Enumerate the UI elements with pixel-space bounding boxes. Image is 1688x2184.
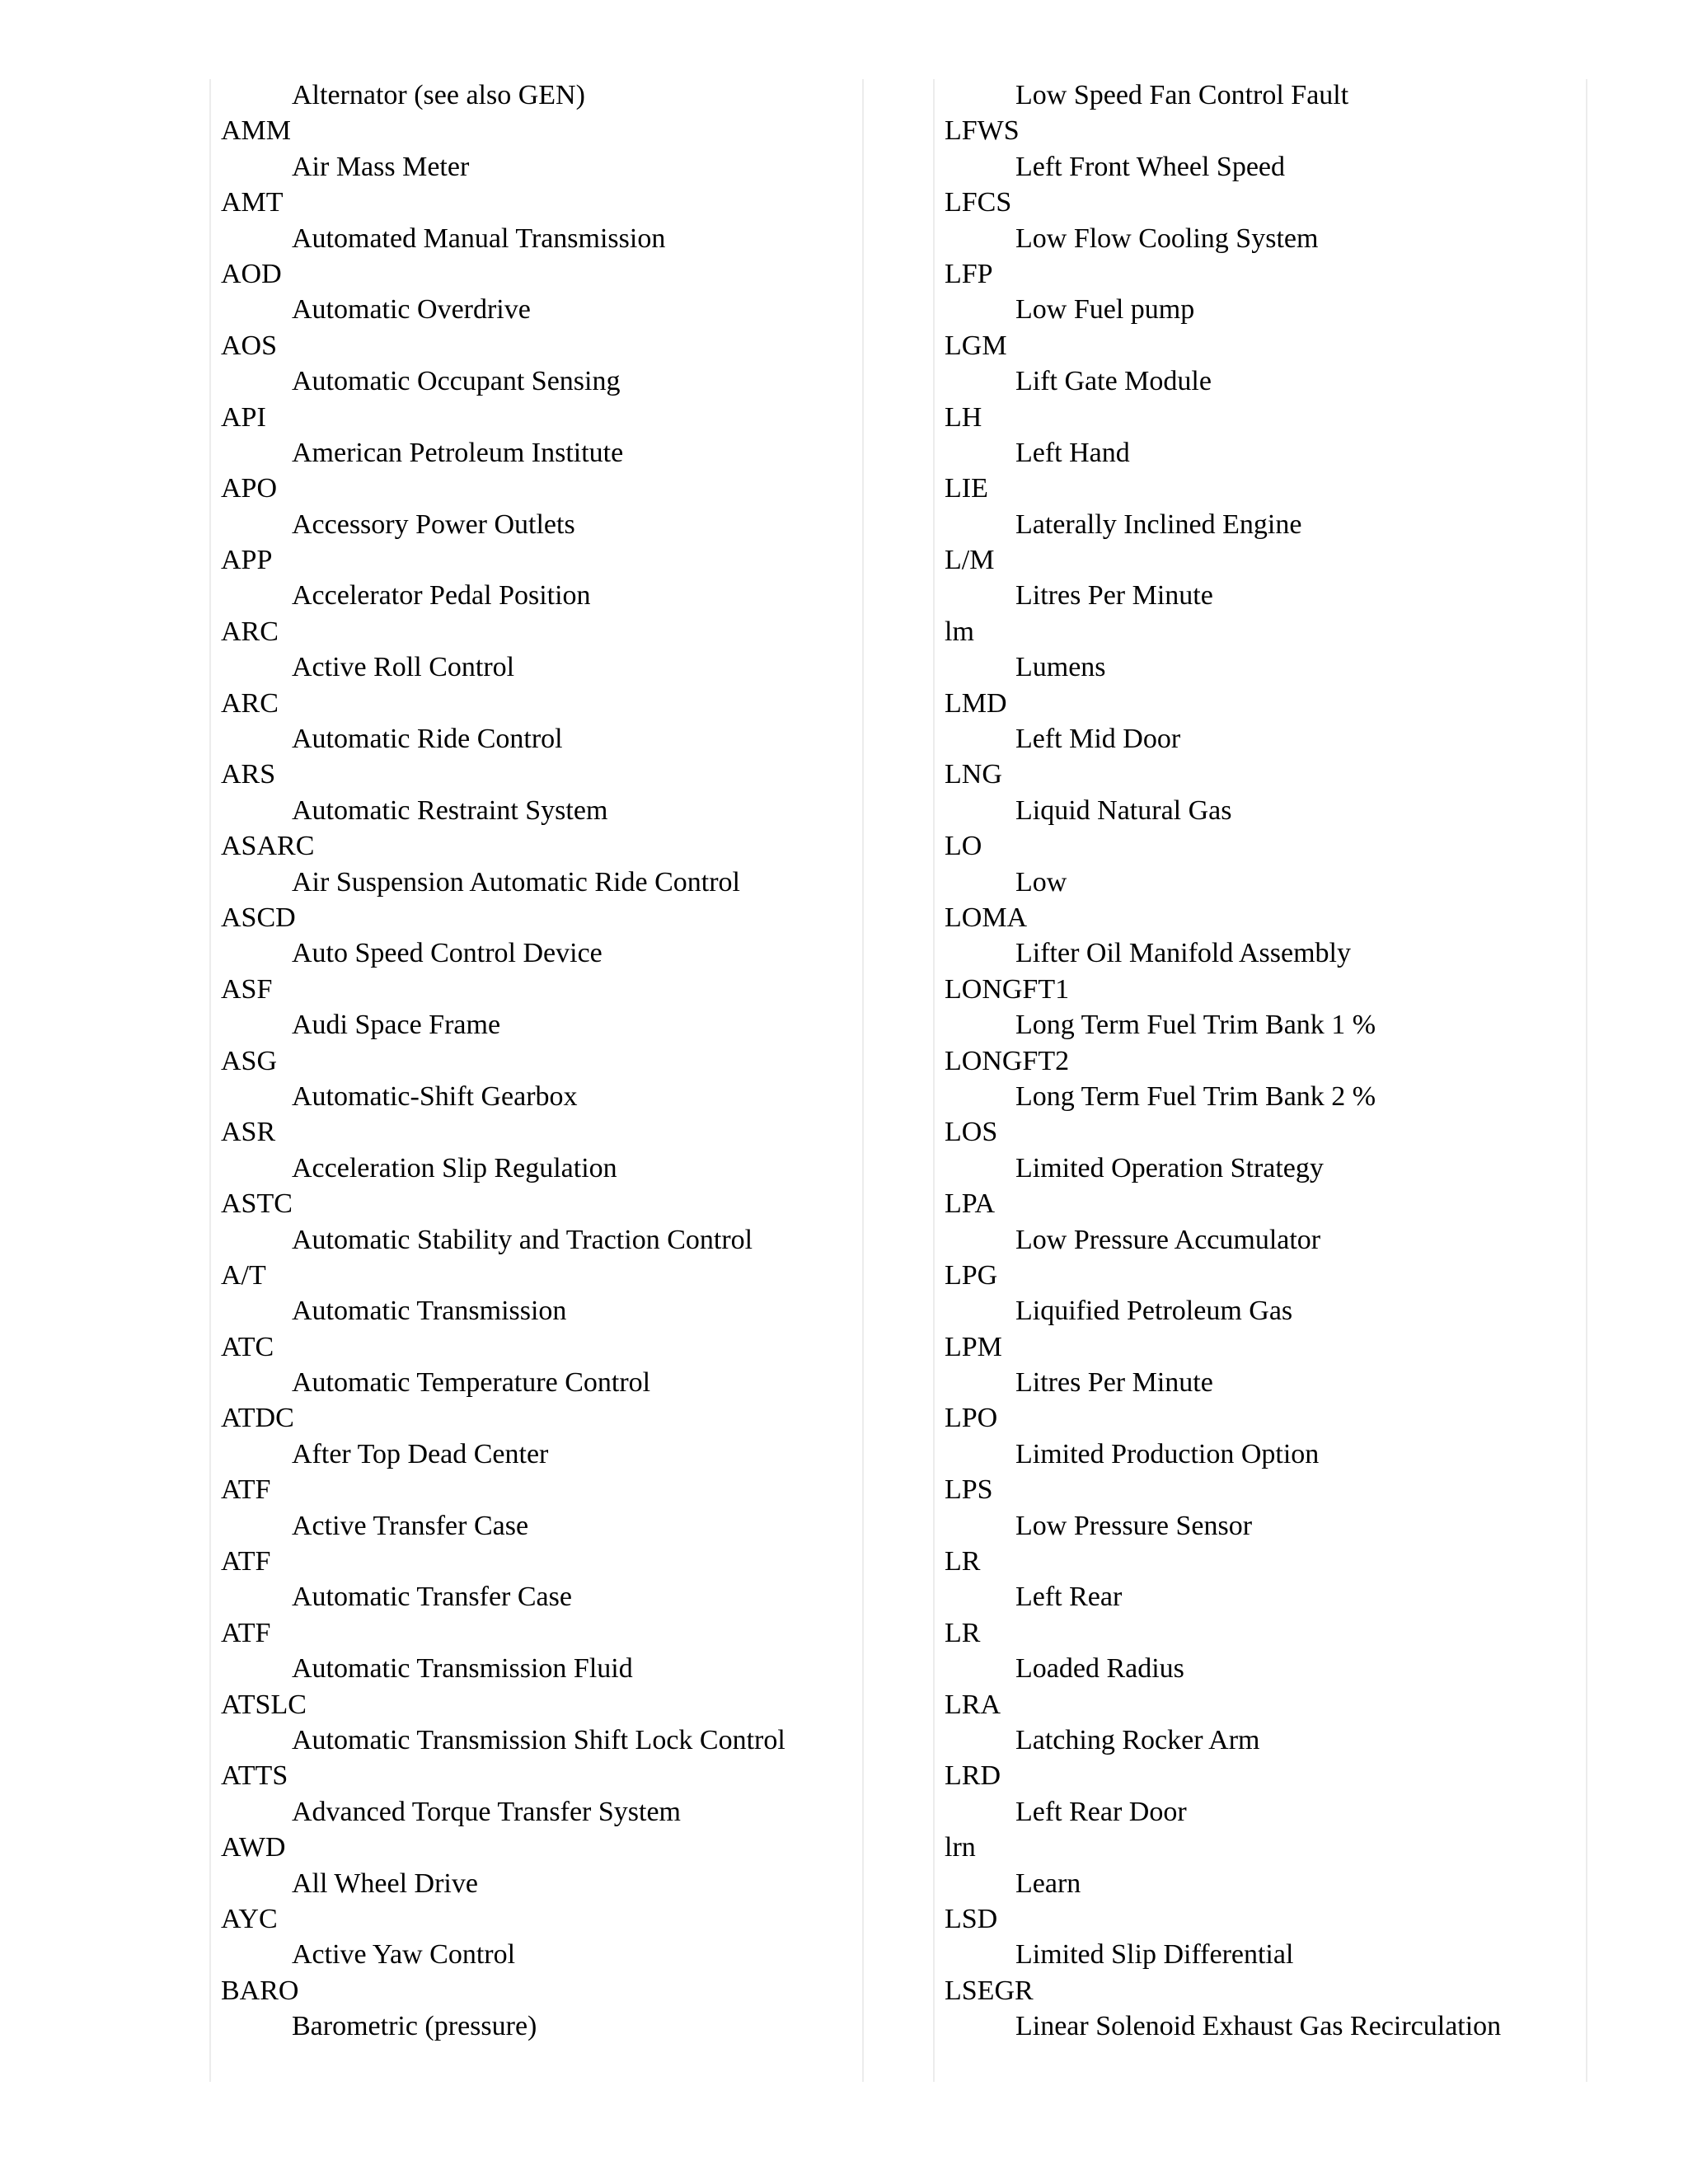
- abbreviation: L/M: [945, 545, 995, 576]
- abbreviation: ARC: [221, 616, 279, 647]
- right-column: [933, 79, 1584, 2082]
- abbreviation: LIE: [945, 473, 988, 504]
- abbreviation: LSEGR: [945, 1975, 1034, 2006]
- abbreviation: LOMA: [945, 902, 1028, 933]
- abbreviation: LONGFT2: [945, 1045, 1070, 1076]
- definition: Automatic Restraint System: [292, 794, 608, 826]
- abbreviation: ATTS: [221, 1760, 288, 1792]
- definition: Loaded Radius: [1015, 1653, 1184, 1685]
- abbreviation: LFCS: [945, 187, 1012, 218]
- abbreviation: ATF: [221, 1546, 271, 1577]
- definition: Automatic Stability and Traction Control: [292, 1224, 753, 1255]
- definition: All Wheel Drive: [292, 1868, 478, 1899]
- definition: Left Front Wheel Speed: [1015, 151, 1286, 182]
- definition: Accelerator Pedal Position: [292, 580, 591, 612]
- abbreviation: ARC: [221, 687, 279, 719]
- abbreviation: LPS: [945, 1474, 993, 1506]
- definition: Automated Manual Transmission: [292, 223, 666, 254]
- definition: Lifter Oil Manifold Assembly: [1015, 938, 1352, 969]
- definition: Lumens: [1015, 652, 1106, 683]
- definition: Automatic Occupant Sensing: [292, 366, 621, 397]
- definition: Automatic Ride Control: [292, 724, 563, 755]
- abbreviation: AMM: [221, 115, 292, 147]
- abbreviation: AOD: [221, 258, 282, 289]
- abbreviation: LO: [945, 831, 982, 862]
- definition: Learn: [1015, 1868, 1081, 1899]
- abbreviation: LR: [945, 1546, 981, 1577]
- abbreviation: AMT: [221, 187, 284, 218]
- definition: Air Suspension Automatic Ride Control: [292, 866, 740, 898]
- abbreviation: LNG: [945, 759, 1002, 790]
- abbreviation: LPA: [945, 1188, 996, 1220]
- abbreviation: ASTC: [221, 1188, 293, 1220]
- definition: Limited Production Option: [1015, 1438, 1320, 1469]
- abbreviation: LMD: [945, 687, 1007, 719]
- abbreviation: AWD: [221, 1832, 286, 1863]
- left-column: [209, 79, 860, 2082]
- left-entry-list: [209, 79, 860, 2046]
- definition: Automatic Overdrive: [292, 294, 531, 326]
- definition: Liquid Natural Gas: [1015, 794, 1232, 826]
- definition: Long Term Fuel Trim Bank 1 %: [1015, 1010, 1376, 1041]
- abbreviation: ASCD: [221, 902, 296, 933]
- definition: Accessory Power Outlets: [292, 509, 575, 540]
- definition: Low Speed Fan Control Fault: [1015, 80, 1349, 110]
- definition: Low Fuel pump: [1015, 294, 1195, 326]
- definition: Automatic Transmission Fluid: [292, 1653, 633, 1685]
- definition: Barometric (pressure): [292, 2011, 537, 2042]
- abbreviation: ATSLC: [221, 1689, 307, 1720]
- definition: Acceleration Slip Regulation: [292, 1152, 617, 1183]
- definition: Left Rear: [1015, 1582, 1123, 1613]
- definition: Active Yaw Control: [292, 1939, 516, 1971]
- definition: Litres Per Minute: [1015, 580, 1213, 612]
- abbreviation: AYC: [221, 1903, 278, 1934]
- definition: Left Rear Door: [1015, 1796, 1187, 1827]
- definition: Long Term Fuel Trim Bank 2 %: [1015, 1080, 1376, 1112]
- definition: Left Hand: [1015, 437, 1130, 468]
- abbreviation: lm: [945, 616, 974, 647]
- abbreviation: A/T: [221, 1259, 266, 1291]
- abbreviation: BARO: [221, 1975, 299, 2006]
- abbreviation: lrn: [945, 1832, 976, 1863]
- column-rule: [862, 79, 864, 2082]
- definition: Air Mass Meter: [292, 151, 470, 182]
- definition: Left Mid Door: [1015, 724, 1181, 755]
- definition: Limited Slip Differential: [1015, 1939, 1294, 1971]
- abbreviation: LOS: [945, 1117, 998, 1148]
- definition: Litres Per Minute: [1015, 1367, 1213, 1399]
- abbreviation: ASG: [221, 1045, 278, 1076]
- abbreviation: LR: [945, 1617, 981, 1648]
- abbreviation: APO: [221, 473, 278, 504]
- definition: Audi Space Frame: [292, 1010, 501, 1041]
- abbreviation: ATDC: [221, 1403, 294, 1434]
- definition: Alternator (see also GEN): [292, 80, 585, 110]
- definition: After Top Dead Center: [292, 1438, 549, 1469]
- definition: Liquified Petroleum Gas: [1015, 1296, 1293, 1327]
- abbreviation: API: [221, 401, 266, 433]
- definition: Automatic Transmission Shift Lock Control: [292, 1724, 785, 1755]
- definition: American Petroleum Institute: [292, 437, 624, 468]
- right-entry-list: [933, 79, 1584, 2046]
- abbreviation: AOS: [221, 330, 278, 361]
- column-rule: [1586, 79, 1587, 2082]
- definition: Low Pressure Accumulator: [1015, 1224, 1321, 1255]
- definition: Limited Operation Strategy: [1015, 1152, 1324, 1183]
- abbreviation: LH: [945, 401, 982, 433]
- definition: Active Transfer Case: [292, 1510, 529, 1541]
- definition: Low Flow Cooling System: [1015, 223, 1319, 254]
- definition: Automatic Temperature Control: [292, 1367, 651, 1399]
- abbreviation: ASR: [221, 1117, 276, 1148]
- abbreviation: ATC: [221, 1331, 274, 1362]
- definition: Automatic Transfer Case: [292, 1582, 572, 1613]
- definition: Advanced Torque Transfer System: [292, 1796, 681, 1827]
- abbreviation: ASF: [221, 973, 273, 1005]
- definition: Lift Gate Module: [1015, 366, 1212, 397]
- abbreviation: ATF: [221, 1474, 271, 1506]
- abbreviation: APP: [221, 545, 273, 576]
- abbreviation: LFP: [945, 258, 993, 289]
- definition: Auto Speed Control Device: [292, 938, 603, 969]
- definition: Linear Solenoid Exhaust Gas Recirculation: [1015, 2011, 1502, 2042]
- abbreviation: ATF: [221, 1617, 271, 1648]
- definition: Low Pressure Sensor: [1015, 1510, 1253, 1541]
- abbreviation: LFWS: [945, 115, 1020, 147]
- abbreviation: LRA: [945, 1689, 1001, 1720]
- abbreviation: LONGFT1: [945, 973, 1070, 1005]
- abbreviation: ASARC: [221, 831, 315, 862]
- definition: Active Roll Control: [292, 652, 515, 683]
- abbreviation: LPG: [945, 1259, 998, 1291]
- definition: Latching Rocker Arm: [1015, 1724, 1260, 1755]
- abbreviation: LGM: [945, 330, 1007, 361]
- abbreviation: LSD: [945, 1903, 998, 1934]
- abbreviation: LPO: [945, 1403, 998, 1434]
- definition: Automatic Transmission: [292, 1296, 567, 1327]
- definition: Laterally Inclined Engine: [1015, 509, 1302, 540]
- abbreviation: LPM: [945, 1331, 1002, 1362]
- abbreviation: ARS: [221, 759, 276, 790]
- definition: Low: [1015, 866, 1067, 898]
- abbreviation: LRD: [945, 1760, 1001, 1792]
- definition: Automatic-Shift Gearbox: [292, 1080, 578, 1112]
